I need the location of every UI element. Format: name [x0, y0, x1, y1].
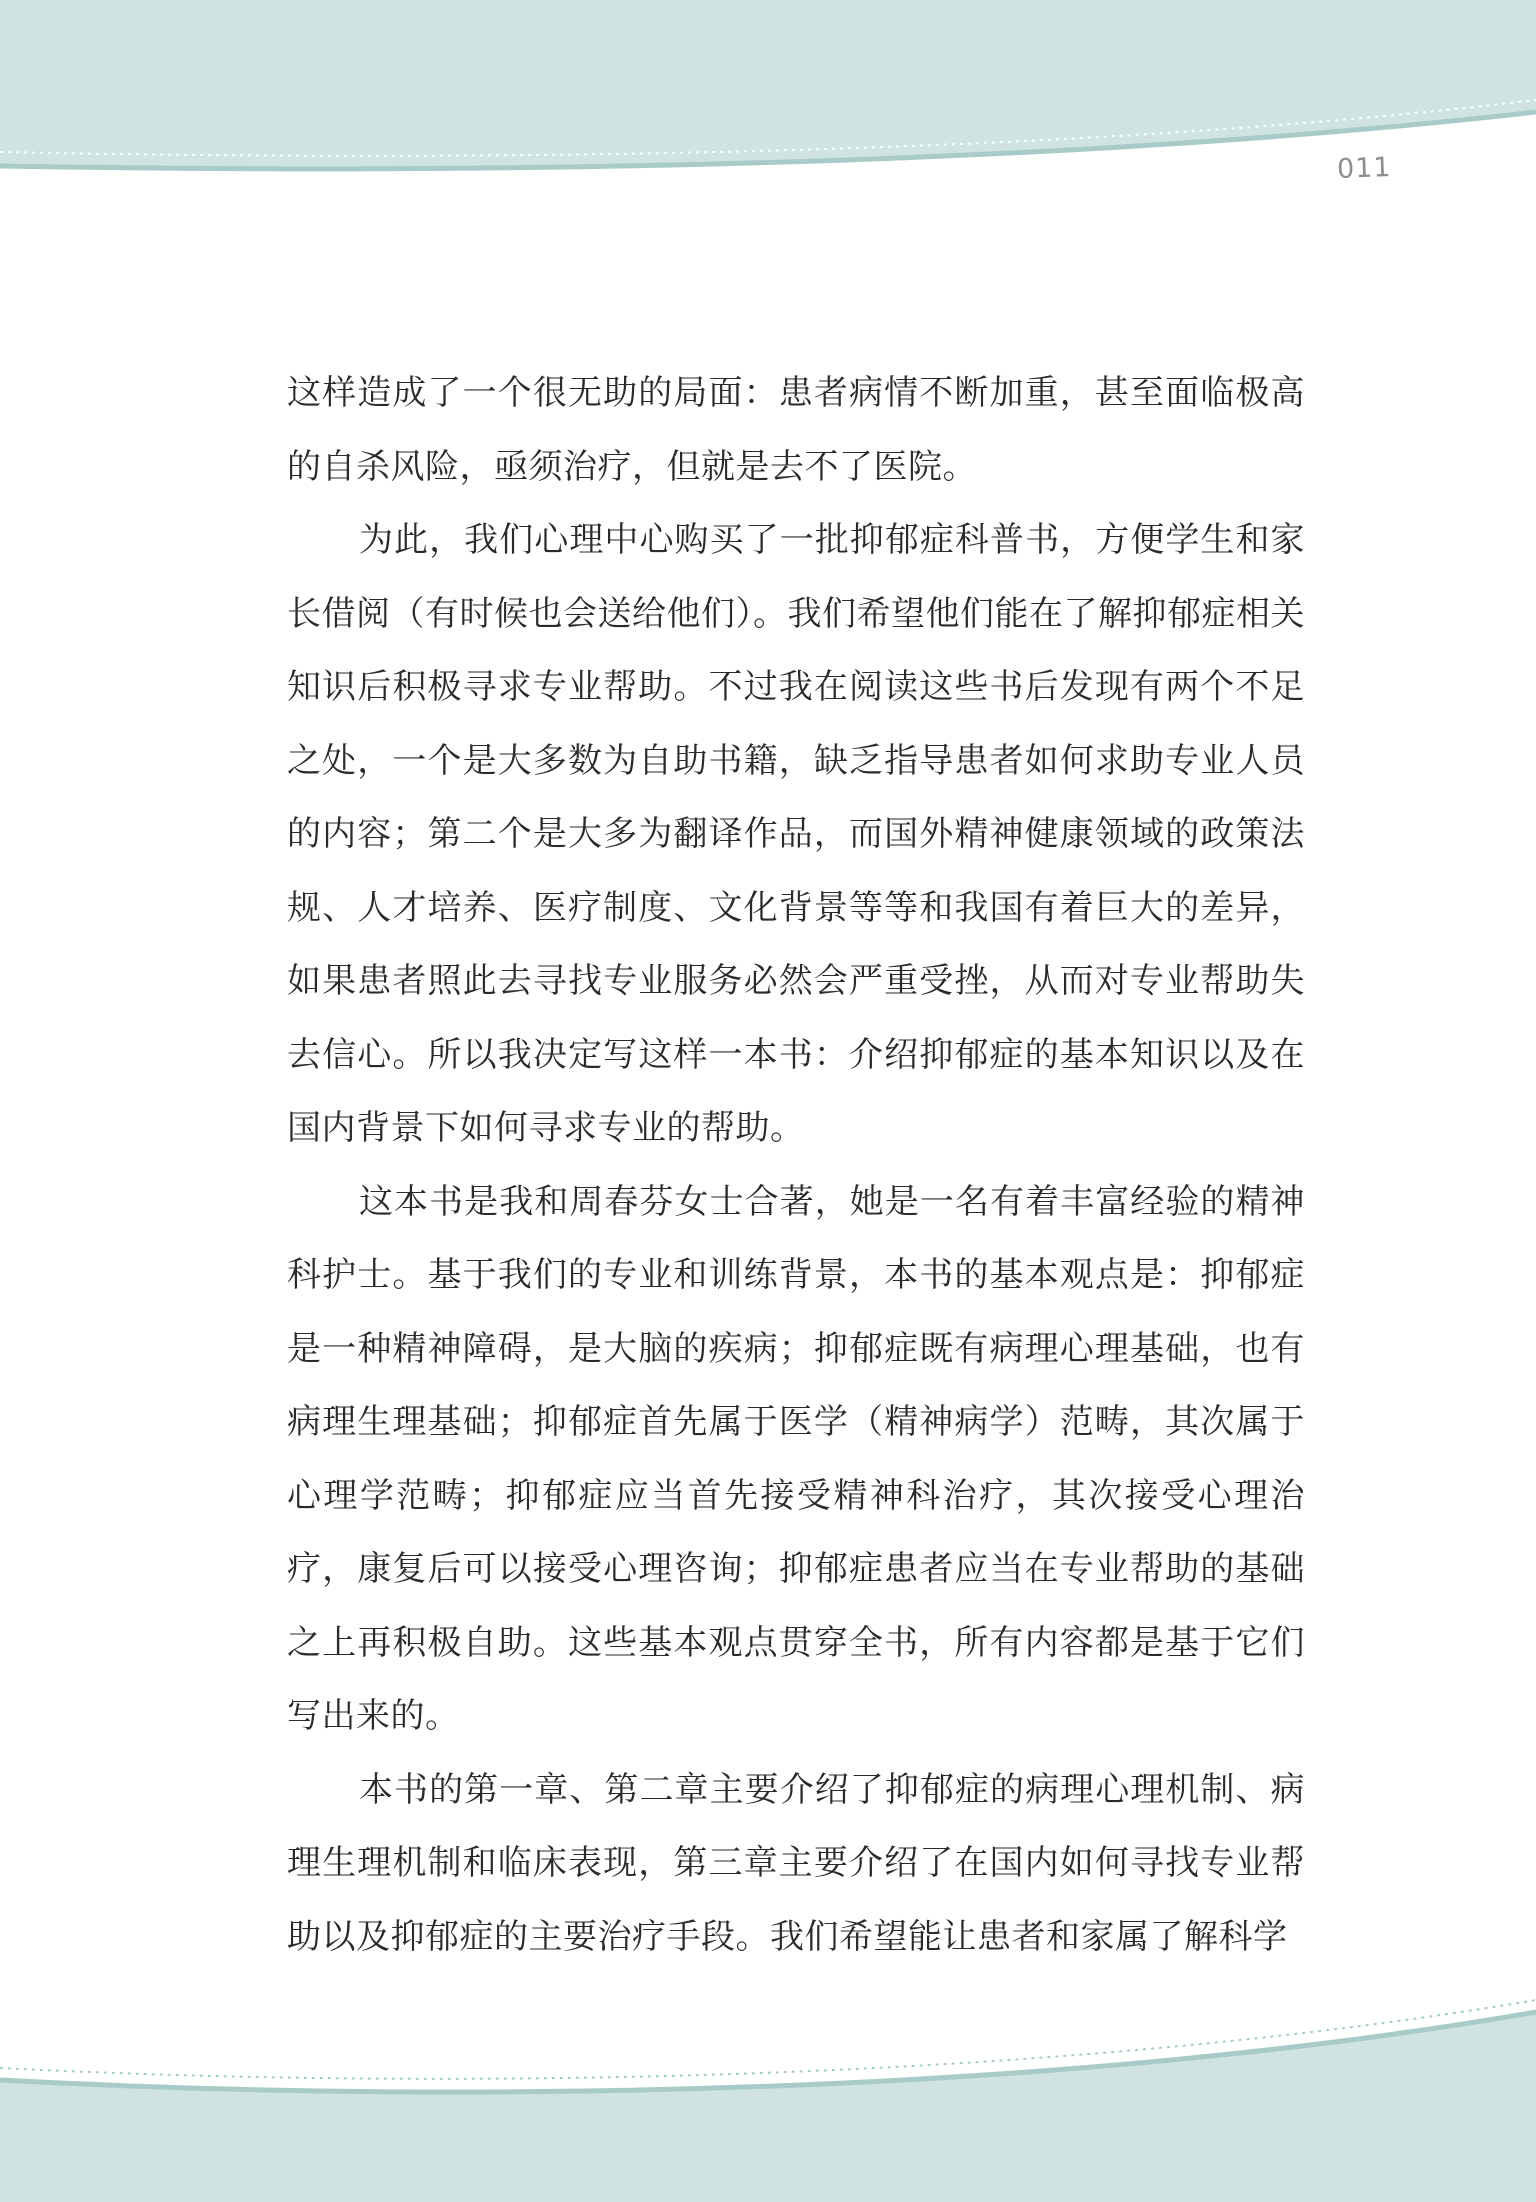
paragraph-3: 这本书是我和周春芬女士合著，她是一名有着丰富经验的精神科护士。基于我们的专业和训练背景，本书的基本观点是：抑郁症是一种精神障碍，是大脑的疾病；抑郁症既有病理心理基础，也有病理生理基础；抑郁症首先属于医学（精神病学）范畴，其次属于心理学范畴；抑郁症应当首先接受精神科治疗，其次接受心理治疗，康复后可以接受心理咨询；抑郁症患者应当在专业帮助的基础之上再积极自助。这些基本观点贯穿全书，所有内容都是基于它们写出来的。 — [287, 1181, 1305, 1736]
paragraph-1: 这样造成了一个很无助的局面：患者病情不断加重，甚至面临极高的自杀风险，亟须治疗，但就是去不了医院。 — [287, 373, 1305, 487]
paragraph-2: 为此，我们心理中心购买了一批抑郁症科普书，方便学生和家长借阅（有时候也会送给他们）。我们希望他们能在了解抑郁症相关知识后积极寻求专业帮助。不过我在阅读这些书后发现有两个不足之处，一个是大多数为自助书籍，缺乏指导患者如何求助专业人员的内容；第二个是大多为翻译作品，而国外精神健康领域的政策法规、人才培养、医疗制度、文化背景等等和我国有着巨大的差异，如果患者照此去寻找专业服务必然会严重受挫，从而对专业帮助失去信心。所以我决定写这样一本书：介绍抑郁症的基本知识以及在国内背景下如何寻求专业的帮助。 — [287, 520, 1305, 1148]
top-band-decoration — [0, 0, 1536, 200]
paragraph-4: 本书的第一章、第二章主要介绍了抑郁症的病理心理机制、病理生理机制和临床表现，第三章主要介绍了在国内如何寻找专业帮助以及抑郁症的主要治疗手段。我们希望能让患者和家属了解科学 — [287, 1769, 1305, 1957]
bottom-band-decoration — [0, 1990, 1536, 2202]
body-text — [287, 357, 1305, 1974]
page-number: 011 — [1336, 152, 1393, 185]
top-band-fill — [0, 0, 1536, 169]
bottom-band-fill — [0, 2012, 1536, 2202]
